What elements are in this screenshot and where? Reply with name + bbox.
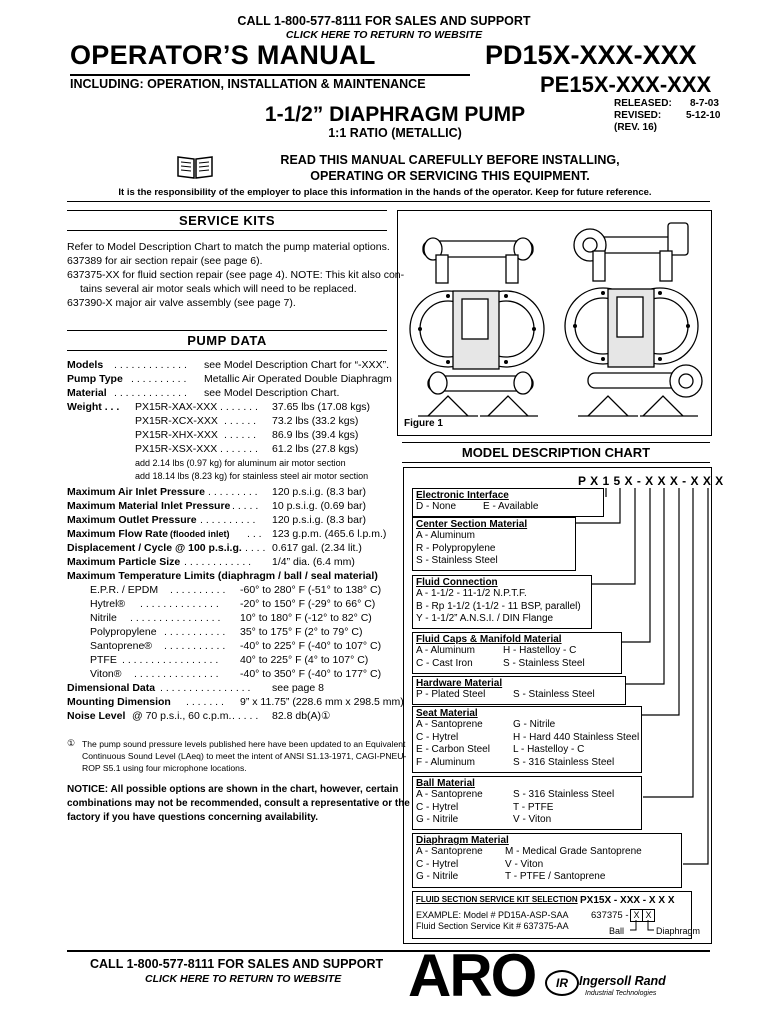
weight-add-aluminum: add 2.14 lbs (0.97 kg) for aluminum air motor section (135, 458, 346, 468)
service-kit-selection-header: FLUID SECTION SERVICE KIT SELECTION (416, 895, 578, 904)
weight-model-1: PX15R-XAX-XXX (135, 401, 218, 413)
seat-material-box (412, 706, 642, 773)
max-particle-label: Maximum Particle Size (67, 556, 181, 568)
max-air-inlet-value: 120 p.s.i.g. (8.3 bar) (272, 486, 366, 498)
ball-option-c: C - Hytrel (416, 801, 459, 813)
seat-option-e: E - Carbon Steel (416, 744, 490, 755)
max-outlet-value: 120 p.s.i.g. (8.3 bar) (272, 514, 366, 526)
ingersoll-rand-division: Industrial Technologies (585, 990, 657, 997)
pump-type-label: Pump Type (67, 373, 123, 385)
max-temp-label: Maximum Temperature Limits (diaphragm / ball / seal material) (67, 570, 378, 582)
service-kit-number: 637375 - (591, 910, 629, 921)
revised-date: 5-12-10 (686, 110, 721, 121)
figure-caption: Figure 1 (404, 418, 443, 429)
released-label: RELEASED: (614, 98, 672, 109)
seat-option-f: F - Aluminum (416, 756, 475, 768)
temp-viton-value: -40° to 350° F (-40° to 177° C) (240, 668, 382, 680)
center-option-a: A - Aluminum (416, 530, 475, 541)
sales-support-line: CALL 1-800-577-8111 FOR SALES AND SUPPORT (237, 14, 531, 28)
material-label: Material (67, 387, 107, 399)
option-e-available: E - Available (483, 501, 539, 512)
service-kit-example-kit: Fluid Section Service Kit # 637375-AA (416, 921, 569, 931)
fluid-caps-header: Fluid Caps & Manifold Material (416, 634, 562, 645)
footnote-line-1: The pump sound pressure levels published here have been updated to an Equivalent (82, 739, 406, 749)
hardware-material-header: Hardware Material (416, 678, 503, 689)
return-to-website-link[interactable]: CLICK HERE TO RETURN TO WEBSITE (285, 29, 483, 41)
footnote-line-2: Continuous Sound Level (LAeq) to meet the intent of ANSI S1.13-1971, CAGI-PNEU- (82, 751, 407, 761)
footer-return-to-website-link[interactable]: CLICK HERE TO RETURN TO WEBSITE (145, 973, 342, 985)
revision-number: (REV. 16) (614, 122, 657, 133)
fluid-section-kit-note: tains several air motor seals which will need to be replaced. (80, 283, 357, 295)
max-material-inlet-label: Maximum Material Inlet Pressure (67, 500, 231, 512)
seat-option-h: H - Hard 440 Stainless Steel (513, 731, 640, 743)
diaphragm-option-g: G - Nitrile (416, 871, 459, 882)
responsibility-note: It is the responsibility of the employer to place this information in the hands of the operator. Keep for future reference. (118, 187, 652, 198)
service-kit-example-model: EXAMPLE: Model # PD15A-ASP-SAA (416, 910, 569, 920)
temp-epdm-label: E.P.R. / EPDM (90, 584, 159, 596)
service-kit-selection-box (412, 891, 701, 939)
footer-rule (67, 950, 710, 952)
ball-code-label: Ball (609, 926, 625, 936)
seat-option-g: G - Nitrile (513, 719, 556, 730)
footnote-line-3: ROP S5.1 using four microphone locations. (82, 763, 247, 773)
footer-sales-support: CALL 1-800-577-8111 FOR SALES AND SUPPORT (90, 957, 384, 971)
temp-ptfe-label: PTFE (90, 654, 117, 666)
pump-type-value: Metallic Air Operated Double Diaphragm (204, 373, 392, 385)
diaphragm-option-v: V - Viton (505, 858, 544, 870)
fluid-option-a: A - 1-1/2 - 11-1/2 N.P.T.F. (416, 588, 527, 599)
temp-polypropylene-label: Polypropylene (90, 626, 157, 638)
models-value: see Model Description Chart for “-XXX”. (204, 359, 389, 371)
model-number-2: PE15X-XXX-XXX (540, 72, 712, 97)
seat-material-header: Seat Material (416, 708, 478, 719)
diaphragm-material-header: Diaphragm Material (416, 835, 509, 846)
temp-nitrile-label: Nitrile (90, 612, 117, 624)
fluid-connection-box (412, 575, 592, 629)
fluid-option-b: B - Rp 1-1/2 (1-1/2 - 11 BSP, parallel) (416, 600, 581, 612)
weight-add-stainless: add 18.14 lbs (8.23 kg) for stainless steel air motor section (135, 471, 369, 481)
dimensional-data-label: Dimensional Data (67, 682, 156, 694)
center-section-header: Center Section Material (416, 519, 528, 530)
ingersoll-rand-mark: IR (545, 970, 579, 996)
ball-option-g: G - Nitrile (416, 814, 459, 825)
electronic-interface-header: Electronic Interface (416, 490, 509, 501)
seat-option-a: A - Santoprene (416, 719, 483, 730)
fluid-caps-box (412, 632, 622, 674)
caps-option-s: S - Stainless Steel (503, 657, 585, 669)
center-option-s: S - Stainless Steel (416, 555, 498, 566)
ball-option-t: T - PTFE (513, 801, 554, 813)
displacement-value: 0.617 gal. (2.34 lit.) (272, 542, 362, 554)
ball-option-s: S - 316 Stainless Steel (513, 789, 615, 800)
ball-material-header: Ball Material (416, 778, 475, 789)
diaphragm-material-box (412, 833, 682, 888)
model-chart-heading: MODEL DESCRIPTION CHART (402, 442, 710, 463)
pump-data-heading: PUMP DATA (67, 330, 387, 351)
temp-santoprene-value: -40° to 225° F (-40° to 107° C) (240, 640, 382, 652)
notice-line-1: NOTICE: All possible options are shown in the chart, however, certain (67, 784, 399, 795)
aro-logo: ARO (408, 942, 536, 1009)
fluid-section-kit: 637375-XX for fluid section repair (see page 4). NOTE: This kit also con- (67, 269, 405, 281)
noise-level-condition: @ 70 p.s.i., 60 c.p.m. (132, 710, 232, 722)
released-date: 8-7-03 (690, 98, 719, 109)
weight-value-1: 37.65 lbs (17.08 kgs) (272, 401, 371, 413)
diaphragm-option-c: C - Hytrel (416, 858, 459, 870)
seat-option-s: S - 316 Stainless Steel (513, 756, 615, 768)
diaphragm-option-a: A - Santoprene (416, 846, 483, 857)
pump-ratio: 1:1 RATIO (METALLIC) (328, 126, 462, 140)
caps-option-h: H - Hastelloy - C (503, 645, 577, 656)
mounting-dimension-value: 9” x 11.75” (228.6 mm x 298.5 mm) (240, 696, 404, 708)
temp-santoprene-label: Santoprene® (90, 640, 153, 652)
hardware-option-s: S - Stainless Steel (513, 689, 595, 700)
displacement-label: Displacement / Cycle @ 100 p.s.i.g. (67, 542, 242, 554)
max-flow-value: 123 g.p.m. (465.6 l.p.m.) (272, 528, 387, 540)
weight-model-2: PX15R-XCX-XXX (135, 415, 218, 427)
temp-polypropylene-value: 35° to 175° F (2° to 79° C) (240, 626, 363, 638)
models-label: Models (67, 359, 104, 371)
ball-option-a: A - Santoprene (416, 789, 483, 800)
header-divider (67, 201, 710, 202)
temp-viton-label: Viton® (90, 668, 122, 680)
pump-title: 1-1/2” DIAPHRAGM PUMP (264, 103, 526, 126)
mounting-dimension-label: Mounting Dimension (67, 696, 171, 708)
service-kits-heading: SERVICE KITS (67, 210, 387, 231)
title-rule (70, 74, 470, 76)
temp-hytrel-label: Hytrel® (90, 598, 126, 610)
figure-1-pump-images (397, 210, 712, 436)
max-air-inlet-label: Maximum Air Inlet Pressure (67, 486, 205, 498)
weight-value-2: 73.2 lbs (33.2 kgs) (272, 415, 359, 427)
model-code-pattern: P X 1 5 X - X X X - X X X (578, 474, 724, 488)
weight-model-4: PX15R-XSX-XXX (135, 443, 218, 455)
including-line: INCLUDING: OPERATION, INSTALLATION & MAINTENANCE (70, 77, 426, 91)
center-option-r: R - Polypropylene (416, 542, 496, 554)
caps-option-c: C - Cast Iron (416, 657, 473, 669)
weight-value-4: 61.2 lbs (27.8 kgs) (272, 443, 359, 455)
center-section-box (412, 517, 576, 571)
air-valve-kit: 637390-X major air valve assembly (see page 7). (67, 297, 296, 309)
temp-ptfe-value: 40° to 225° F (4° to 107° C) (240, 654, 369, 666)
hardware-material-box (412, 676, 626, 705)
footnote-marker: ① (67, 738, 76, 748)
max-outlet-label: Maximum Outlet Pressure (67, 514, 197, 526)
diaphragm-option-m: M - Medical Grade Santoprene (505, 846, 642, 857)
max-particle-value: 1/4” dia. (6.4 mm) (272, 556, 355, 568)
material-value: see Model Description Chart. (204, 387, 340, 399)
notice-line-3: factory if you have questions concerning availability. (67, 812, 318, 823)
temp-hytrel-value: -20° to 150° F (-29° to 66° C) (240, 598, 376, 610)
electronic-interface-box (412, 488, 604, 517)
fluid-option-y: Y - 1-1/2” A.N.S.I. / DIN Flange (416, 613, 554, 624)
max-flow-condition: (flooded inlet) (170, 529, 230, 539)
ball-material-box (412, 776, 642, 830)
temp-nitrile-value: 10° to 180° F (-12° to 82° C) (240, 612, 372, 624)
warning-line-1: READ THIS MANUAL CAREFULLY BEFORE INSTALLING, (280, 153, 620, 167)
ball-code-box: X (630, 909, 643, 922)
service-kits-intro: Refer to Model Description Chart to match the pump material options. (67, 241, 390, 253)
max-material-inlet-value: 10 p.s.i.g. (0.69 bar) (272, 500, 366, 512)
diaphragm-option-t: T - PTFE / Santoprene (505, 871, 606, 882)
manual-title: OPERATOR’S MANUAL (70, 40, 376, 70)
caps-option-a: A - Aluminum (416, 645, 475, 656)
fluid-connection-header: Fluid Connection (416, 577, 498, 588)
weight-model-3: PX15R-XHX-XXX (135, 429, 218, 441)
noise-level-label: Noise Level (67, 710, 126, 722)
service-kit-code-pattern: PX15X - XXX - X X X (580, 895, 675, 906)
revised-label: REVISED: (614, 110, 662, 121)
warning-line-2: OPERATING OR SERVICING THIS EQUIPMENT. (310, 169, 590, 183)
air-section-kit: 637389 for air section repair (see page 6). (67, 255, 263, 267)
max-flow-label: Maximum Flow Rate (67, 528, 168, 540)
temp-epdm-value: -60° to 280° F (-51° to 138° C) (240, 584, 382, 596)
seat-option-c: C - Hytrel (416, 731, 459, 743)
seat-option-l: L - Hastelloy - C (513, 744, 585, 755)
weight-value-3: 86.9 lbs (39.4 kgs) (272, 429, 359, 441)
model-number-1: PD15X-XXX-XXX (485, 40, 697, 70)
notice-line-2: combinations may not be recommended, consult a representative or the (67, 798, 410, 809)
diaphragm-code-box: X (642, 909, 655, 922)
diaphragm-code-label: Diaphragm (656, 926, 701, 936)
dimensional-data-value: see page 8 (272, 682, 324, 694)
diaphragm-pump-illustration (398, 211, 711, 435)
weight-label: Weight . . . (67, 401, 120, 413)
ball-option-v: V - Viton (513, 814, 552, 825)
option-d-none: D - None (416, 501, 457, 512)
hardware-option-p: P - Plated Steel (416, 689, 486, 700)
open-book-icon (176, 153, 214, 181)
noise-level-value: 82.8 db(A)① (272, 710, 331, 722)
ingersoll-rand-name: Ingersoll Rand (579, 974, 666, 988)
